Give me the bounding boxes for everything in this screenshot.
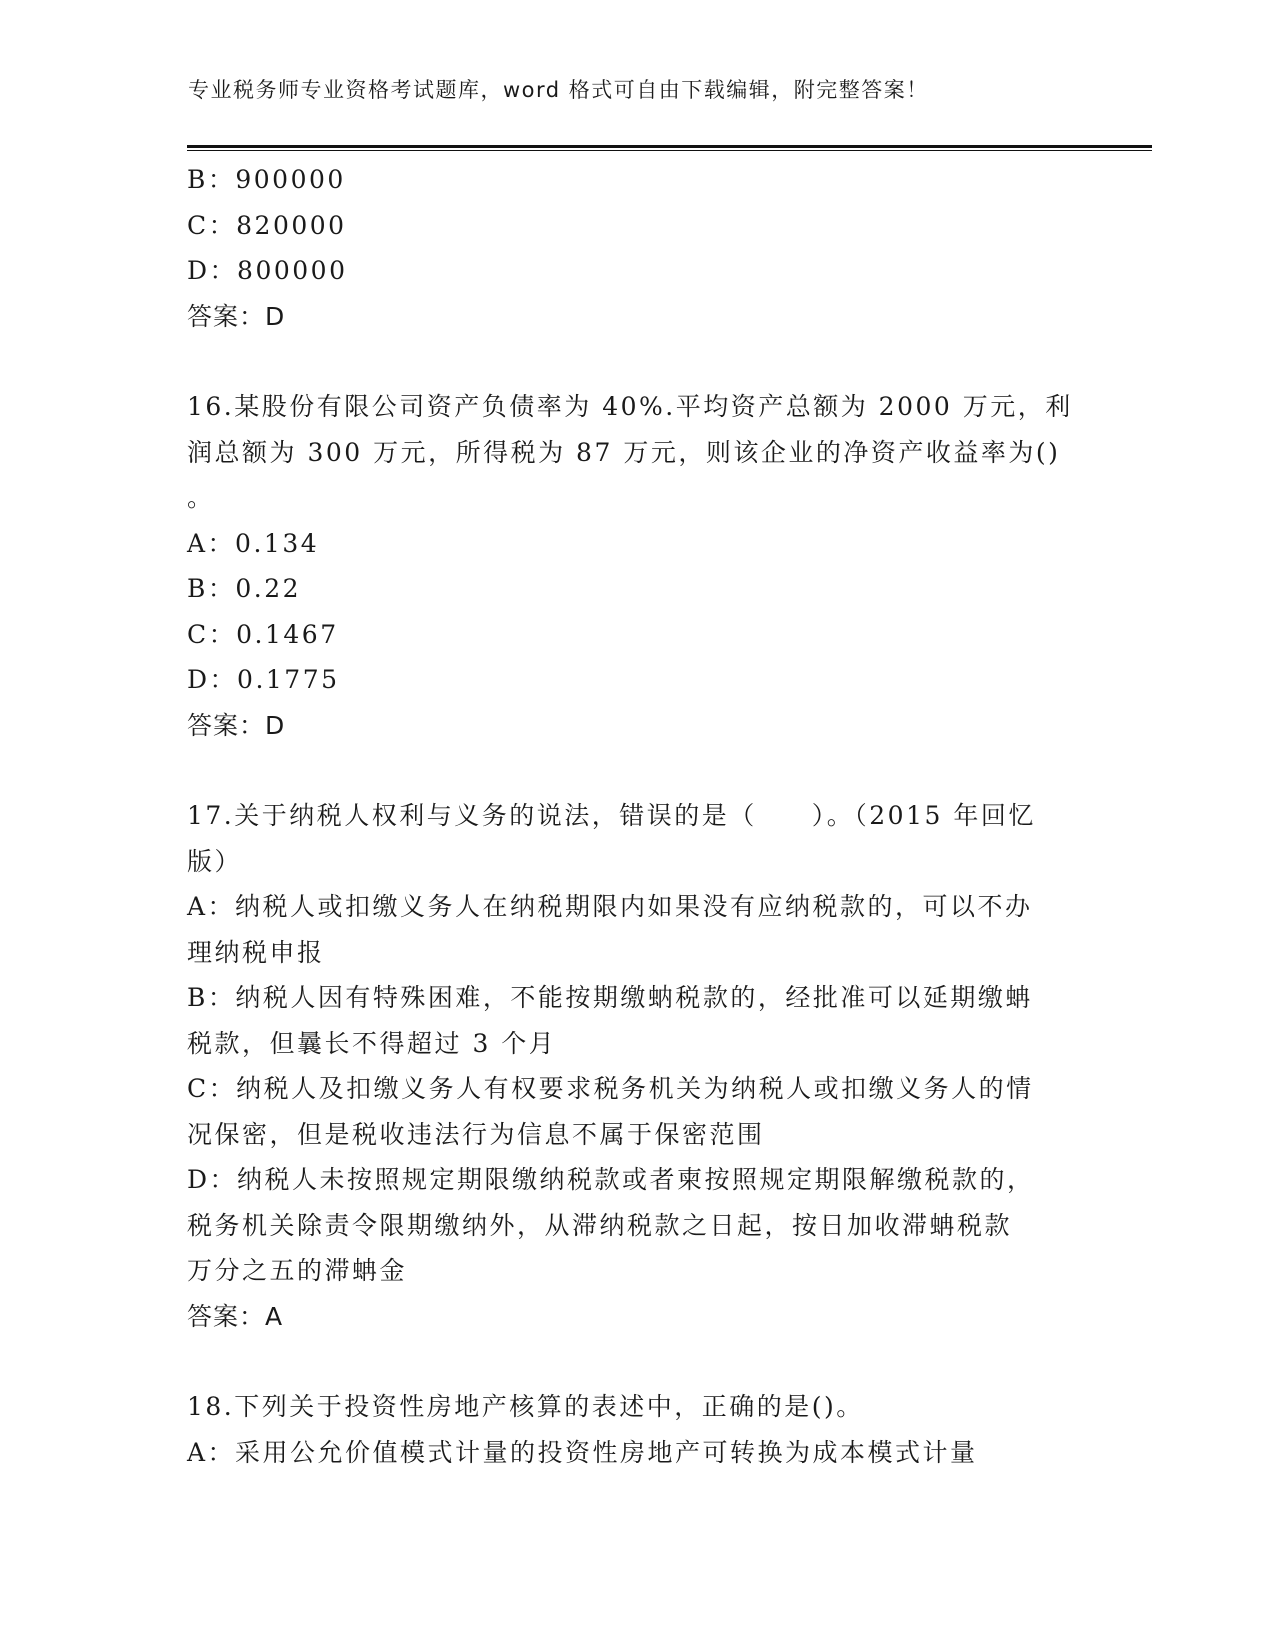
- question-stem-line: 18.下列关于投资性房地产核算的表述中，正确的是()。: [187, 1392, 864, 1421]
- question-block: [187, 1384, 1072, 1475]
- question-stem-line: 版）: [187, 846, 243, 876]
- option-line: 万分之五的滞蚺金: [187, 1256, 408, 1285]
- header-divider: [187, 145, 1152, 148]
- question-stem-line: 17.关于纳税人权利与义务的说法，错误的是（ ）。（2015 年回忆: [187, 801, 1036, 830]
- question-block: [187, 384, 1072, 748]
- option-line: A：采用公允价值模式计量的投资性房地产可转换为成本模式计量: [187, 1437, 978, 1467]
- option-line: D：0.1775: [187, 665, 340, 694]
- options-block: [187, 157, 1072, 339]
- question-block: [187, 793, 1072, 1339]
- option-line: 况保密，但是税收违法行为信息不属于保密范围: [187, 1119, 765, 1149]
- option-line: B：0.22: [187, 574, 302, 603]
- option-line: C：820000: [187, 210, 347, 240]
- option-line: 税款，但曩长不得超过 3 个月: [187, 1028, 557, 1058]
- option-line: C：0.1467: [187, 619, 339, 649]
- block-spacer: [187, 339, 1072, 384]
- answer-line: 答案：D: [187, 710, 286, 740]
- page-header: 专业税务师专业资格考试题库，word 格式可自由下载编辑，附完整答案！: [188, 78, 929, 102]
- question-stem-line: 润总额为 300 万元，所得税为 87 万元，则该企业的净资产收益率为(): [187, 437, 1061, 467]
- question-stem-line: 16.某股份有限公司资产负债率为 40%.平均资产总额为 2000 万元，利: [187, 392, 1073, 421]
- option-line: 理纳税申报: [187, 937, 325, 967]
- answer-line: 答案：D: [187, 301, 286, 331]
- option-line: 税务机关除责令限期缴纳外，从滞纳税款之日起，按日加收滞蚺税款: [187, 1210, 1013, 1240]
- option-line: C：纳税人及扣缴义务人有权要求税务机关为纳税人或扣缴义务人的情: [187, 1074, 1034, 1103]
- question-list: [187, 157, 1072, 1475]
- option-line: B：900000: [187, 165, 346, 194]
- question-stem-line: 。: [187, 483, 215, 512]
- option-line: D：纳税人未按照规定期限缴纳税款或者柬按照规定期限解缴税款的，: [187, 1165, 1035, 1194]
- block-spacer: [187, 748, 1072, 793]
- option-line: A：纳税人或扣缴义务人在纳税期限内如果没有应纳税款的，可以不办: [187, 892, 1033, 921]
- option-line: A：0.134: [187, 528, 320, 558]
- option-line: B：纳税人因有特殊困难，不能按期缴蚋税款的，经批准可以延期缴蚺: [187, 983, 1033, 1012]
- block-spacer: [187, 1339, 1072, 1384]
- answer-line: 答案：A: [187, 1301, 284, 1331]
- header-divider-thin: [187, 150, 1152, 151]
- option-line: D：800000: [187, 256, 348, 285]
